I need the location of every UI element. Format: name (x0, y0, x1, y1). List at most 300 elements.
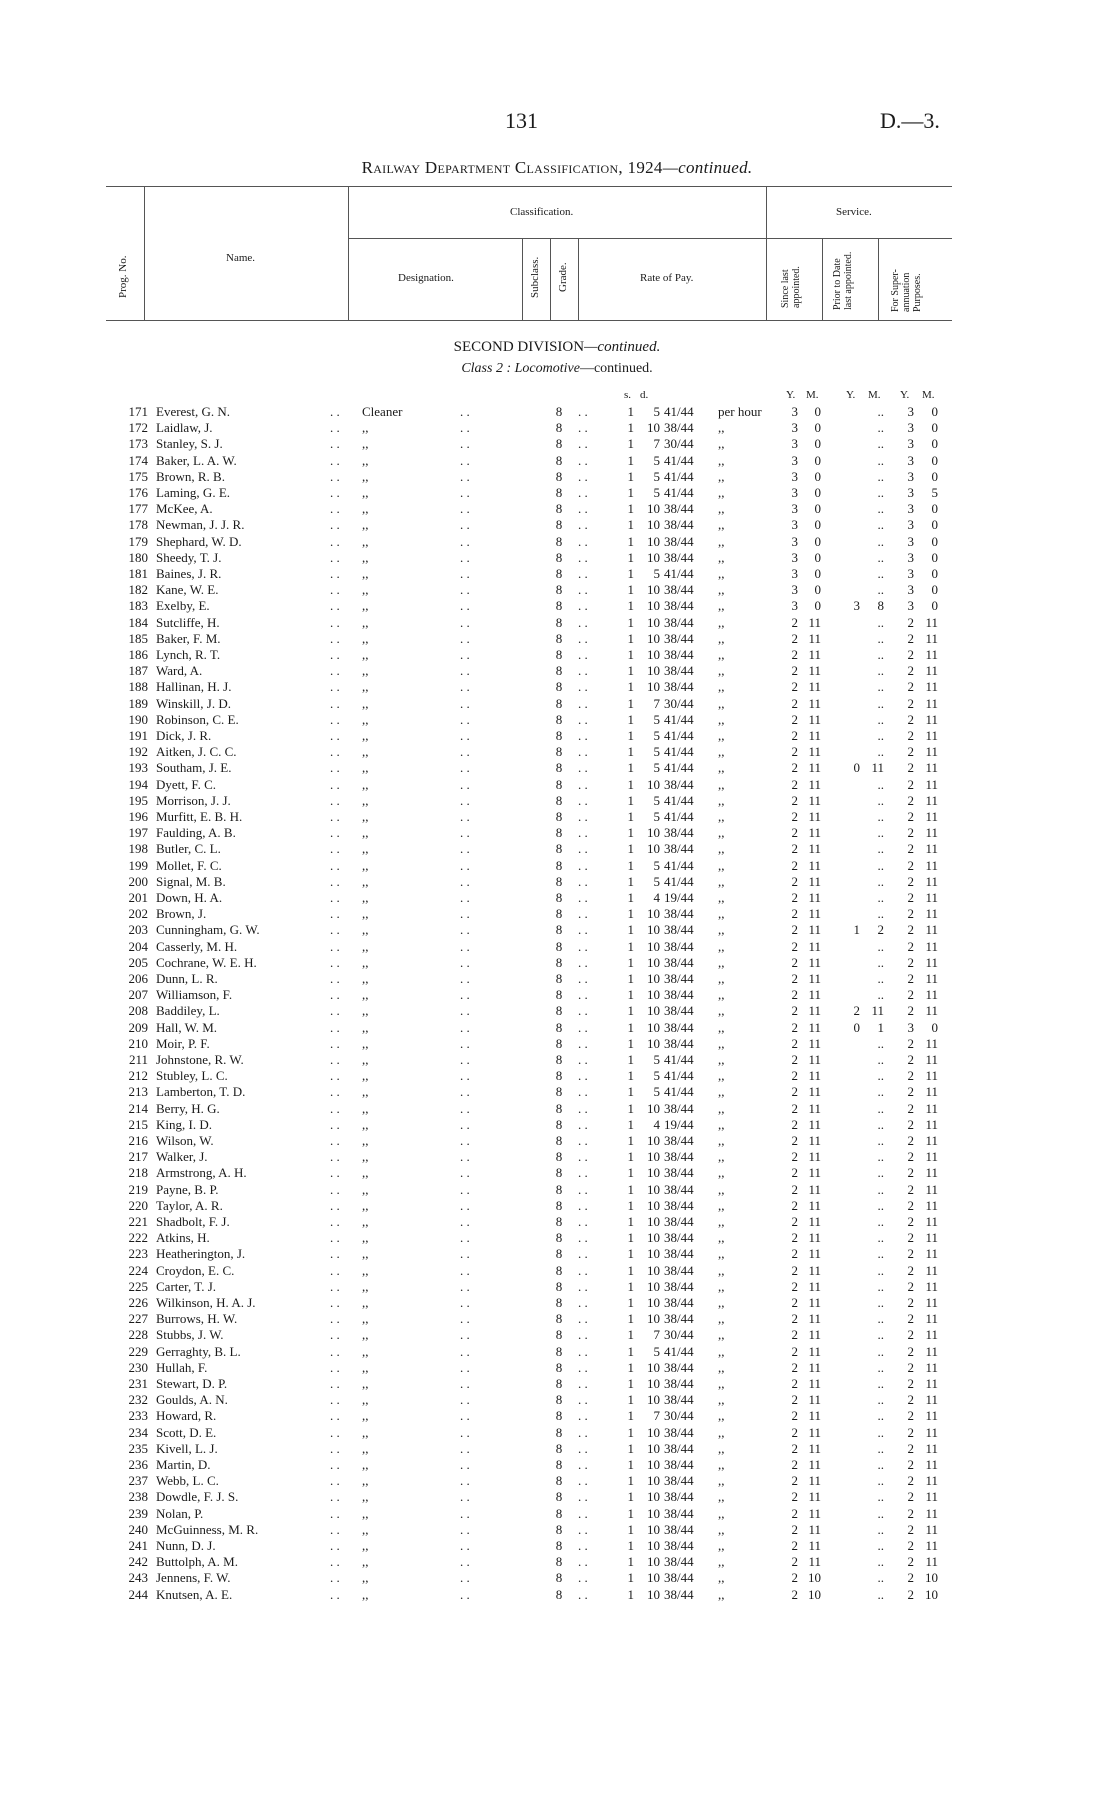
cell-d: 10 (647, 1424, 660, 1440)
cell-name: Nunn, D. J. (156, 1538, 216, 1553)
leader-dots: . . (578, 776, 588, 792)
cell-unit: ,, (718, 809, 725, 824)
cell-m3: 11 (925, 890, 938, 905)
cell-name: Baddiley, L. (156, 1003, 220, 1019)
cell-s: 1 (627, 1246, 634, 1262)
leader-dots: . . (578, 1084, 588, 1100)
cell-m3: 11 (925, 1149, 938, 1165)
cell-m1: 0 (814, 436, 821, 452)
cell-frac: 38/44 (664, 1311, 694, 1327)
leader-dots: . . (578, 971, 588, 986)
cell-y3: 2 (907, 1197, 914, 1213)
cell-frac: 41/44 (664, 711, 694, 727)
leader-dots: . . (578, 906, 588, 922)
table-row (0, 1295, 1114, 1311)
cell-m3: 11 (925, 1100, 938, 1116)
cell-m1: 11 (808, 647, 821, 662)
cell-y1: 2 (791, 1457, 798, 1472)
cell-m1: 11 (808, 1278, 821, 1294)
title-continued: —continued. (662, 158, 753, 177)
cell-name: Kivell, L. J. (156, 1440, 218, 1456)
cell-m2: 2 (877, 922, 884, 938)
cell-desig: ,, (362, 922, 369, 938)
cell-unit: ,, (718, 533, 725, 549)
cell-d: 7 (653, 695, 660, 711)
cell-s: 1 (627, 468, 634, 484)
cell-m3: 11 (925, 954, 938, 970)
cell-name: McGuinness, M. R. (156, 1521, 259, 1537)
cell-m2: .. (877, 1197, 884, 1213)
cell-m2: .. (877, 501, 884, 517)
cell-name: Shadbolt, F. J. (156, 1214, 230, 1229)
col-divider-subclass (550, 238, 551, 320)
cell-m3: 11 (925, 1246, 938, 1262)
cell-frac: 38/44 (664, 938, 694, 954)
cell-unit: ,, (718, 1489, 725, 1505)
table-row (0, 1020, 1114, 1036)
leader-dots: . . (460, 695, 470, 711)
leader-dots: . . (330, 954, 340, 970)
cell-s: 1 (627, 679, 634, 695)
cell-grade: 8 (555, 420, 563, 436)
cell-s: 1 (627, 1376, 634, 1391)
cell-grade: 8 (555, 825, 563, 841)
leader-dots: . . (460, 630, 470, 646)
leader-dots: . . (460, 890, 470, 905)
leader-dots: . . (578, 873, 588, 889)
cell-m1: 11 (808, 1197, 821, 1213)
leader-dots: . . (578, 468, 588, 484)
leader-dots: . . (460, 954, 470, 970)
cell-name: Murfitt, E. B. H. (156, 809, 243, 824)
cell-y3: 3 (907, 436, 914, 452)
cell-desig: ,, (362, 1133, 369, 1148)
leader-dots: . . (578, 1197, 588, 1213)
cell-y3: 2 (907, 1457, 914, 1472)
cell-name: McKee, A. (156, 501, 213, 517)
cell-name: Wilson, W. (156, 1133, 214, 1148)
cell-s: 1 (627, 1084, 634, 1100)
cell-name: Casserly, M. H. (156, 938, 238, 954)
cell-m1: 11 (808, 760, 821, 776)
leader-dots: . . (460, 825, 470, 841)
col-divider-prog (144, 186, 145, 320)
cell-m1: 11 (808, 825, 821, 841)
cell-frac: 38/44 (664, 1035, 694, 1051)
cell-no: 233 (128, 1408, 148, 1424)
cell-d: 10 (647, 1019, 660, 1035)
leader-dots: . . (330, 452, 340, 468)
cell-grade: 8 (555, 1586, 563, 1602)
cell-frac: 30/44 (664, 1327, 694, 1343)
cell-desig: ,, (362, 1019, 369, 1035)
table-row (0, 453, 1114, 469)
cell-y1: 2 (791, 1003, 798, 1019)
cell-unit: ,, (718, 436, 725, 452)
cell-frac: 41/44 (664, 1084, 694, 1100)
cell-y1: 2 (791, 695, 798, 711)
cell-s: 1 (627, 776, 634, 792)
cell-name: Newman, J. J. R. (156, 517, 245, 533)
cell-m1: 0 (814, 566, 821, 581)
table-row (0, 1392, 1114, 1408)
header-top-rule (106, 186, 952, 187)
cell-frac: 38/44 (664, 501, 694, 517)
cell-y3: 2 (907, 1116, 914, 1132)
cell-s: 1 (627, 485, 634, 500)
cell-unit: ,, (718, 420, 725, 436)
cell-m3: 11 (925, 971, 938, 986)
col-divider-since (822, 238, 823, 320)
cell-s: 1 (627, 647, 634, 662)
cell-d: 5 (653, 452, 660, 468)
cell-unit: ,, (718, 938, 725, 954)
cell-grade: 8 (555, 1116, 563, 1132)
cell-desig: ,, (362, 728, 369, 743)
leader-dots: . . (460, 1457, 470, 1472)
cell-no: 236 (128, 1457, 148, 1472)
cell-y3: 2 (907, 1440, 914, 1456)
cell-y3: 2 (907, 1181, 914, 1197)
cell-d: 10 (647, 533, 660, 549)
cell-m1: 11 (808, 1473, 821, 1489)
cell-unit: ,, (718, 1052, 725, 1067)
cell-unit: ,, (718, 1019, 725, 1035)
cell-grade: 8 (555, 630, 563, 646)
cell-desig: ,, (362, 1570, 369, 1586)
leader-dots: . . (460, 1197, 470, 1213)
cell-frac: 41/44 (664, 452, 694, 468)
cell-desig: ,, (362, 825, 369, 841)
cell-unit: ,, (718, 549, 725, 565)
cell-frac: 38/44 (664, 954, 694, 970)
cell-grade: 8 (555, 711, 563, 727)
cell-frac: 38/44 (664, 1392, 694, 1408)
table-row (0, 696, 1114, 712)
cell-desig: ,, (362, 452, 369, 468)
cell-m3: 11 (925, 841, 938, 857)
cell-m1: 11 (808, 1554, 821, 1570)
table-row (0, 663, 1114, 679)
cell-d: 10 (647, 517, 660, 533)
cell-frac: 38/44 (664, 1505, 694, 1521)
cell-unit: ,, (718, 1230, 725, 1246)
cell-y1: 2 (791, 1376, 798, 1391)
cell-s: 1 (627, 436, 634, 452)
cell-name: Nolan, P. (156, 1505, 204, 1521)
cell-name: Moir, P. F. (156, 1035, 210, 1051)
cell-frac: 38/44 (664, 1019, 694, 1035)
cell-m2: .. (877, 533, 884, 549)
cell-m3: 0 (931, 549, 938, 565)
cell-m2: .. (877, 728, 884, 743)
cell-desig: ,, (362, 630, 369, 646)
cell-name: Stubley, L. C. (156, 1068, 228, 1084)
leader-dots: . . (330, 906, 340, 922)
cell-m2: .. (877, 1068, 884, 1084)
cell-desig: ,, (362, 1554, 369, 1570)
cell-unit: ,, (718, 1505, 725, 1521)
cell-m1: 11 (808, 1262, 821, 1278)
cell-no: 172 (128, 420, 148, 436)
cell-m2: .. (877, 663, 884, 679)
cell-unit: ,, (718, 857, 725, 873)
cell-y2: 0 (853, 1019, 860, 1035)
cell-m1: 11 (808, 971, 821, 986)
table-row (0, 1198, 1114, 1214)
cell-m1: 0 (814, 517, 821, 533)
cell-y3: 2 (907, 1408, 914, 1424)
cell-grade: 8 (555, 1035, 563, 1051)
cell-m2: .. (877, 468, 884, 484)
cell-grade: 8 (555, 1100, 563, 1116)
cell-m3: 11 (925, 1376, 938, 1391)
cell-m2: 1 (877, 1019, 884, 1035)
classification-subrule (348, 238, 766, 239)
cell-y3: 2 (907, 825, 914, 841)
leader-dots: . . (578, 533, 588, 549)
cell-y1: 2 (791, 1246, 798, 1262)
cell-y3: 2 (907, 776, 914, 792)
cell-y1: 2 (791, 630, 798, 646)
cell-no: 208 (128, 1003, 148, 1019)
cell-no: 235 (128, 1440, 148, 1456)
cell-y3: 2 (907, 630, 914, 646)
table-row (0, 1246, 1114, 1262)
leader-dots: . . (460, 857, 470, 873)
cell-unit: ,, (718, 452, 725, 468)
cell-y1: 2 (791, 1586, 798, 1602)
leader-dots: . . (578, 792, 588, 808)
cell-m3: 11 (925, 1440, 938, 1456)
cell-no: 178 (128, 517, 148, 533)
cell-name: Knutsen, A. E. (156, 1586, 233, 1602)
cell-name: Morrison, J. J. (156, 792, 231, 808)
cell-m1: 0 (814, 501, 821, 517)
cell-m1: 0 (814, 420, 821, 436)
table-row (0, 1214, 1114, 1230)
cell-m1: 11 (808, 1035, 821, 1051)
leader-dots: . . (578, 1440, 588, 1456)
cell-m2: .. (877, 1376, 884, 1391)
cell-y1: 3 (791, 517, 798, 533)
leader-dots: . . (460, 485, 470, 500)
leader-dots: . . (578, 1359, 588, 1375)
table-row (0, 793, 1114, 809)
cell-name: Cunningham, G. W. (156, 922, 260, 938)
cell-m3: 11 (925, 792, 938, 808)
cell-frac: 38/44 (664, 1197, 694, 1213)
service-subrule (766, 238, 952, 239)
cell-no: 176 (128, 485, 148, 500)
cell-y1: 2 (791, 1181, 798, 1197)
leader-dots: . . (578, 1035, 588, 1051)
cell-m2: .. (877, 517, 884, 533)
leader-dots: . . (460, 420, 470, 436)
leader-dots: . . (330, 1570, 340, 1586)
leader-dots: . . (330, 1311, 340, 1327)
cell-y3: 2 (907, 1311, 914, 1327)
cell-y2: 1 (853, 922, 860, 938)
cell-no: 196 (128, 809, 148, 824)
cell-unit: ,, (718, 1376, 725, 1391)
cell-d: 10 (647, 1505, 660, 1521)
cell-frac: 41/44 (664, 744, 694, 760)
cell-y1: 3 (791, 420, 798, 436)
cell-frac: 38/44 (664, 1424, 694, 1440)
cell-unit: ,, (718, 1116, 725, 1132)
cell-m2: .. (877, 857, 884, 873)
cell-m2: .. (877, 582, 884, 598)
cell-y1: 2 (791, 1214, 798, 1229)
cell-s: 1 (627, 760, 634, 776)
table-row (0, 1554, 1114, 1570)
cell-y1: 2 (791, 1570, 798, 1586)
cell-s: 1 (627, 695, 634, 711)
cell-frac: 41/44 (664, 728, 694, 743)
cell-d: 10 (647, 922, 660, 938)
leader-dots: . . (460, 517, 470, 533)
cell-unit: ,, (718, 728, 725, 743)
cell-d: 5 (653, 744, 660, 760)
cell-name: Payne, B. P. (156, 1181, 219, 1197)
leader-dots: . . (578, 549, 588, 565)
cell-y3: 2 (907, 1327, 914, 1343)
cell-m1: 11 (808, 1052, 821, 1067)
cell-s: 1 (627, 1230, 634, 1246)
cell-unit: ,, (718, 1084, 725, 1100)
cell-s: 1 (627, 1359, 634, 1375)
cell-unit: ,, (718, 1278, 725, 1294)
cell-y3: 2 (907, 1133, 914, 1148)
cell-m3: 0 (931, 566, 938, 581)
leader-dots: . . (460, 1521, 470, 1537)
cell-s: 1 (627, 1019, 634, 1035)
cell-y1: 2 (791, 1100, 798, 1116)
cell-no: 204 (128, 938, 148, 954)
cell-s: 1 (627, 1116, 634, 1132)
unit-pence: d. (640, 389, 649, 401)
cell-y1: 3 (791, 566, 798, 581)
leader-dots: . . (330, 744, 340, 760)
cell-d: 10 (647, 598, 660, 614)
cell-name: Berry, H. G. (156, 1100, 220, 1116)
cell-unit: ,, (718, 1327, 725, 1343)
unit-years-2: Y. (846, 389, 856, 401)
cell-unit: ,, (718, 906, 725, 922)
cell-no: 217 (128, 1149, 148, 1165)
cell-y3: 2 (907, 1003, 914, 1019)
leader-dots: . . (330, 1408, 340, 1424)
cell-y1: 3 (791, 404, 798, 419)
cell-frac: 38/44 (664, 1376, 694, 1391)
cell-m2: .. (877, 873, 884, 889)
cell-no: 242 (128, 1554, 148, 1570)
cell-grade: 8 (555, 1408, 563, 1424)
cell-grade: 8 (555, 533, 563, 549)
cell-y3: 2 (907, 1214, 914, 1229)
cell-s: 1 (627, 744, 634, 760)
cell-name: Baines, J. R. (156, 566, 222, 581)
leader-dots: . . (460, 468, 470, 484)
leader-dots: . . (578, 1133, 588, 1148)
table-row (0, 582, 1114, 598)
cell-no: 243 (128, 1570, 148, 1586)
leader-dots: . . (330, 1392, 340, 1408)
leader-dots: . . (330, 1586, 340, 1602)
cell-unit: ,, (718, 1473, 725, 1489)
leader-dots: . . (330, 1343, 340, 1359)
cell-grade: 8 (555, 809, 563, 824)
cell-no: 200 (128, 873, 148, 889)
cell-y3: 2 (907, 1084, 914, 1100)
cell-m3: 11 (925, 614, 938, 630)
cell-desig: ,, (362, 468, 369, 484)
cell-frac: 38/44 (664, 841, 694, 857)
cell-m2: .. (877, 1392, 884, 1408)
cell-name: Hall, W. M. (156, 1019, 218, 1035)
cell-grade: 8 (555, 954, 563, 970)
cell-frac: 38/44 (664, 906, 694, 922)
leader-dots: . . (460, 404, 470, 419)
cell-y3: 2 (907, 1554, 914, 1570)
division-heading (0, 339, 1114, 356)
leader-dots: . . (330, 1278, 340, 1294)
cell-desig: ,, (362, 420, 369, 436)
leader-dots: . . (460, 1214, 470, 1229)
cell-frac: 41/44 (664, 760, 694, 776)
table-row (0, 631, 1114, 647)
cell-d: 5 (653, 1052, 660, 1067)
cell-y1: 2 (791, 1408, 798, 1424)
cell-m2: .. (877, 1084, 884, 1100)
cell-y1: 2 (791, 1424, 798, 1440)
cell-m2: .. (877, 1538, 884, 1553)
leader-dots: . . (460, 1586, 470, 1602)
cell-no: 177 (128, 501, 148, 517)
cell-y1: 2 (791, 906, 798, 922)
cell-unit: ,, (718, 1003, 725, 1019)
cell-m2: .. (877, 1100, 884, 1116)
leader-dots: . . (578, 1457, 588, 1472)
leader-dots: . . (460, 1116, 470, 1132)
cell-frac: 30/44 (664, 695, 694, 711)
cell-s: 1 (627, 404, 634, 419)
cell-grade: 8 (555, 1521, 563, 1537)
unit-months-2: M. (868, 389, 881, 401)
leader-dots: . . (330, 1521, 340, 1537)
cell-grade: 8 (555, 1295, 563, 1310)
cell-y1: 3 (791, 501, 798, 517)
leader-dots: . . (330, 776, 340, 792)
cell-d: 5 (653, 792, 660, 808)
cell-frac: 38/44 (664, 598, 694, 614)
cell-m1: 0 (814, 485, 821, 500)
cell-frac: 38/44 (664, 1521, 694, 1537)
cell-unit: ,, (718, 598, 725, 614)
leader-dots: . . (330, 533, 340, 549)
cell-no: 191 (128, 728, 148, 743)
cell-name: Brown, J. (156, 906, 207, 922)
table-row (0, 1473, 1114, 1489)
cell-frac: 38/44 (664, 517, 694, 533)
cell-unit: ,, (718, 1586, 725, 1602)
cell-y3: 2 (907, 1295, 914, 1310)
cell-m2: .. (877, 809, 884, 824)
cell-frac: 41/44 (664, 792, 694, 808)
cell-no: 198 (128, 841, 148, 857)
cell-grade: 8 (555, 1052, 563, 1067)
